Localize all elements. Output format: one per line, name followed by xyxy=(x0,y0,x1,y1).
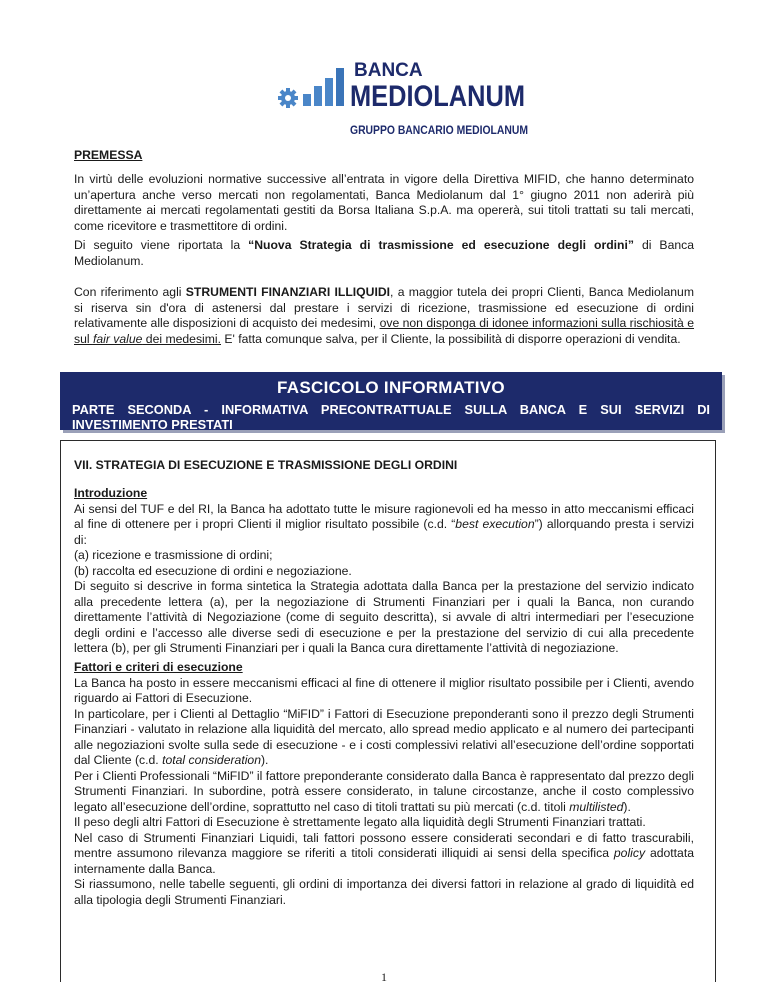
intro-list-item-b: (b) raccolta ed esecuzione di ordini e negoziazione. xyxy=(74,563,352,578)
intro-list-item-a: (a) ricezione e trasmissione di ordini; xyxy=(74,548,273,562)
fattori-paragraph-2: In particolare, per i Clienti al Dettaglio “MiFID” i Fattori di Esecuzione preponderanti sono il prezzo degli Strumenti Finanziari - valutato in relazione alla liquidità del mercato, allo spread medio applicato e al numero dei partecipanti alle negoziazioni svolte sulla sede di esecuzione - e i costi complessivi relativi all’esecuzione dell’ordine sopportati dal Cliente (c.d. total consideration). xyxy=(74,706,694,767)
section-title: VII. STRATEGIA DI ESECUZIONE E TRASMISSIONE DEGLI ORDINI xyxy=(74,458,458,472)
fascicolo-banner xyxy=(60,372,722,430)
introduzione-heading: Introduzione xyxy=(74,486,148,500)
fattori-heading: Fattori e criteri di esecuzione xyxy=(74,660,243,674)
logo-line3: GRUPPO BANCARIO MEDIOLANUM xyxy=(350,125,528,137)
logo-line1: BANCA xyxy=(354,60,423,81)
premessa-heading: PREMESSA xyxy=(74,148,143,162)
introduzione-paragraph-2: Di seguito si descrive in forma sintetica la Strategia adottata dalla Banca per la prestazione del servizio indicato alla precedente lettera (a), per la negoziazione di Strumenti Finanziari per i quali la Banca, non curando direttamente l’attività di Negoziazione (come di seguito descritta), si avvale di altri intermediari per l’esecuzione degli ordini e l’accesso alle diverse sedi di esecuzione e per la prestazione del servizio di cui alla precedente lettera (b), per gli Strumenti Finanziari per i quali la Banca cura direttamente l’attività di negoziazione. xyxy=(74,579,694,655)
fattori-paragraph-6: Si riassumono, nelle tabelle seguenti, gli ordini di importanza dei diversi fattori in relazione al grado di liquidità ed alla tipologia degli Strumenti Finanziari. xyxy=(74,877,694,907)
fattori-paragraph-5: Nel caso di Strumenti Finanziari Liquidi, tali fattori possono essere considerati secondari e di fatto trascurabili, mentre assumono rilevanza maggiore se riferiti a titoli considerati illiquidi ai sensi della specifica policy adottata internamente dalla Banca. xyxy=(74,830,694,876)
introduzione-paragraph: Ai sensi del TUF e del RI, la Banca ha adottato tutte le misure ragionevoli ed ha messo in atto meccanismi efficaci al fine di ottenere per i propri Clienti il miglior risultato possibile (c.d. “best execution”) allorquando presta i servizi di: xyxy=(74,501,694,547)
logo-line2: MEDIOLANUM xyxy=(350,80,525,113)
banner-subtitle: PARTE SECONDA - INFORMATIVA PRECONTRATTUALE SULLA BANCA E SUI SERVIZI DI INVESTIMENTO PRESTATI xyxy=(72,402,710,432)
banner-title: FASCICOLO INFORMATIVO xyxy=(277,378,505,397)
page-number: 1 xyxy=(381,970,387,984)
gear-and-bars-icon xyxy=(270,40,532,140)
fattori-paragraph-3: Per i Clienti Professionali “MiFID” il fattore preponderante considerato dalla Banca è rappresentato dal prezzo degli Strumenti Finanziari. In subordine, potrà essere considerato, in talune circostanze, anche il costo complessivo legato all’esecuzione dell’ordine, soprattutto nel caso di titoli trattati su più mercati (c.d. titoli multilisted). xyxy=(74,768,694,814)
fattori-paragraph-1: La Banca ha posto in essere meccanismi efficaci al fine di ottenere il miglior risultato possibile per i Clienti, avendo riguardo ai Fattori di Esecuzione. xyxy=(74,675,694,705)
fattori-block xyxy=(74,660,694,908)
bank-logo xyxy=(270,40,532,140)
premessa-paragraph-3: Con riferimento agli STRUMENTI FINANZIARI ILLIQUIDI, a maggior tutela dei propri Clienti, Banca Mediolanum si riserva sin d'ora di astenersi dal prestare i servizi di ricezione, trasmissione ed esecuzione di ordini relativamente alle disposizioni di acquisto dei medesimi, ove non disponga di idonee informazioni sulla rischiosità e sul fair value dei medesimi. E' fatta comunque salva, per il Cliente, la possibilità di disporre operazioni di vendita. xyxy=(74,285,695,346)
introduzione-block xyxy=(74,486,694,657)
premessa-paragraph-2: Di seguito viene riportata la “Nuova Strategia di trasmissione ed esecuzione degli ordini” di Banca Mediolanum. xyxy=(74,238,694,268)
premessa-paragraph-1: In virtù delle evoluzioni normative successive all’entrata in vigore della Direttiva MIFID, che hanno determinato un’apertura anche verso mercati non regolamentati, Banca Mediolanum dal 1° giugno 2011 non aderirà più direttamente ai mercati regolamentati gestiti da Borsa Italiana S.p.A. ma opererà, sui titoli trattati su tali mercati, come ricevitore e trasmettitore di ordini. xyxy=(74,172,694,233)
fattori-paragraph-4: Il peso degli altri Fattori di Esecuzione è strettamente legato alla liquidità degli Strumenti Finanziari trattati. xyxy=(74,815,646,829)
